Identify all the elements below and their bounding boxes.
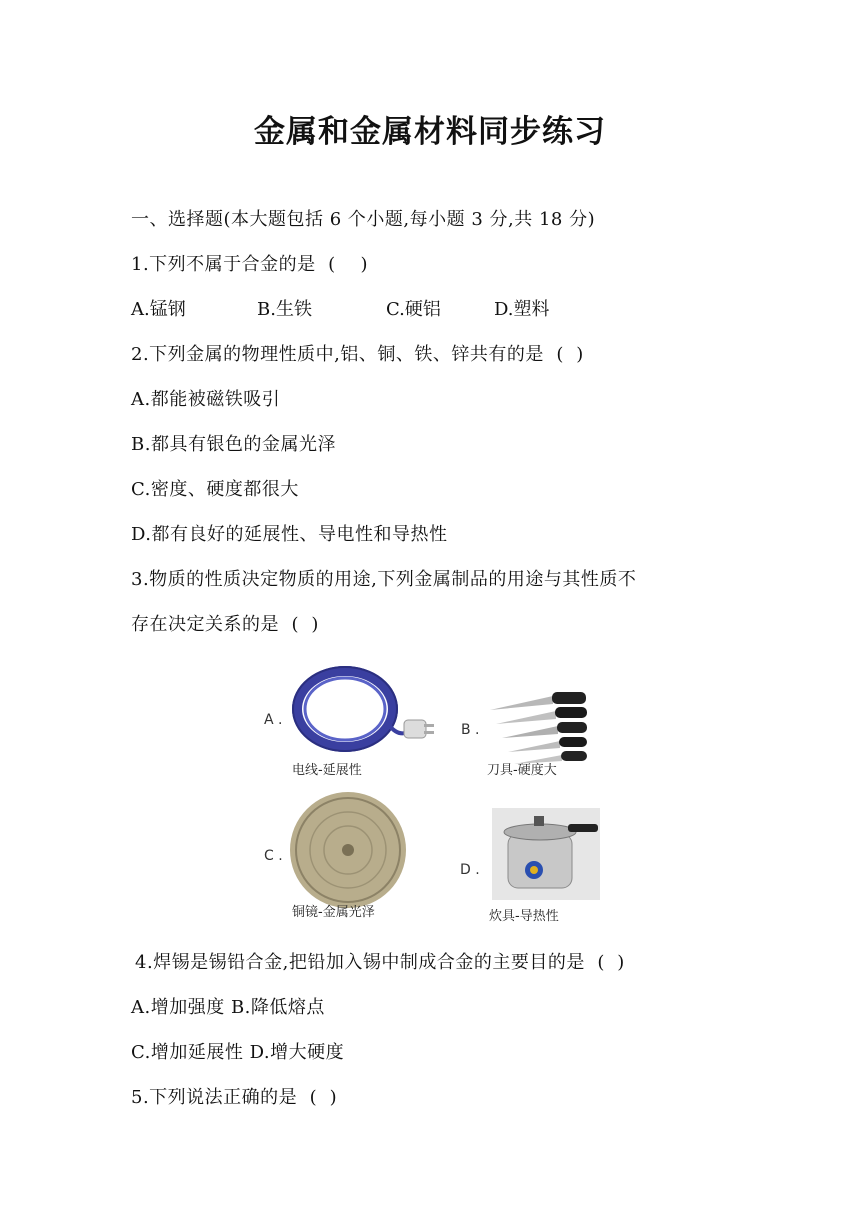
question-5-stem: 5.下列说法正确的是 ( ) bbox=[131, 1087, 338, 1108]
question-1-option-b: B.生铁 bbox=[257, 299, 312, 320]
question-2-option-c: C.密度、硬度都很大 bbox=[131, 479, 299, 500]
figure-caption-b: 刀具-硬度大 bbox=[487, 763, 557, 778]
bronze-mirror-image bbox=[290, 792, 406, 908]
question-3-stem-line1: 3.物质的性质决定物质的用途,下列金属制品的用途与其性质不 bbox=[131, 569, 637, 590]
question-2-option-a: A.都能被磁铁吸引 bbox=[131, 389, 281, 410]
question-1-option-c: C.硬铝 bbox=[386, 299, 441, 320]
question-2-stem: 2.下列金属的物理性质中,铝、铜、铁、锌共有的是 ( ) bbox=[131, 344, 584, 365]
question-4-options-line2: C.增加延展性 D.增大硬度 bbox=[131, 1042, 345, 1063]
figure-letter-c: C . bbox=[264, 848, 283, 864]
section-heading: 一、选择题(本大题包括 6 个小题,每小题 3 分,共 18 分) bbox=[131, 209, 596, 230]
pressure-cooker-image bbox=[492, 808, 600, 900]
question-4-stem: 4.焊锡是锡铅合金,把铅加入锡中制成合金的主要目的是 ( ) bbox=[135, 952, 625, 973]
question-3-figure bbox=[258, 662, 608, 930]
figure-letter-b: B . bbox=[461, 722, 480, 738]
figure-caption-d: 炊具-导热性 bbox=[489, 909, 559, 924]
wire-coil-image bbox=[293, 667, 434, 751]
question-1-stem: 1.下列不属于合金的是 ( ) bbox=[131, 254, 369, 275]
figure-letter-d: D . bbox=[460, 862, 480, 878]
question-2-option-b: B.都具有银色的金属光泽 bbox=[131, 434, 336, 455]
question-1-option-d: D.塑料 bbox=[494, 299, 550, 320]
figure-caption-a: 电线-延展性 bbox=[292, 763, 362, 778]
figure-caption-c: 铜镜-金属光泽 bbox=[292, 905, 375, 920]
question-1-option-a: A.锰钢 bbox=[131, 299, 186, 320]
question-3-stem-line2: 存在决定关系的是 ( ) bbox=[131, 614, 319, 635]
figure-letter-a: A . bbox=[264, 712, 283, 728]
page-title: 金属和金属材料同步练习 bbox=[254, 114, 606, 150]
knives-image bbox=[490, 692, 587, 764]
question-2-option-d: D.都有良好的延展性、导电性和导热性 bbox=[131, 524, 448, 545]
question-4-options-line1: A.增加强度 B.降低熔点 bbox=[131, 997, 325, 1018]
